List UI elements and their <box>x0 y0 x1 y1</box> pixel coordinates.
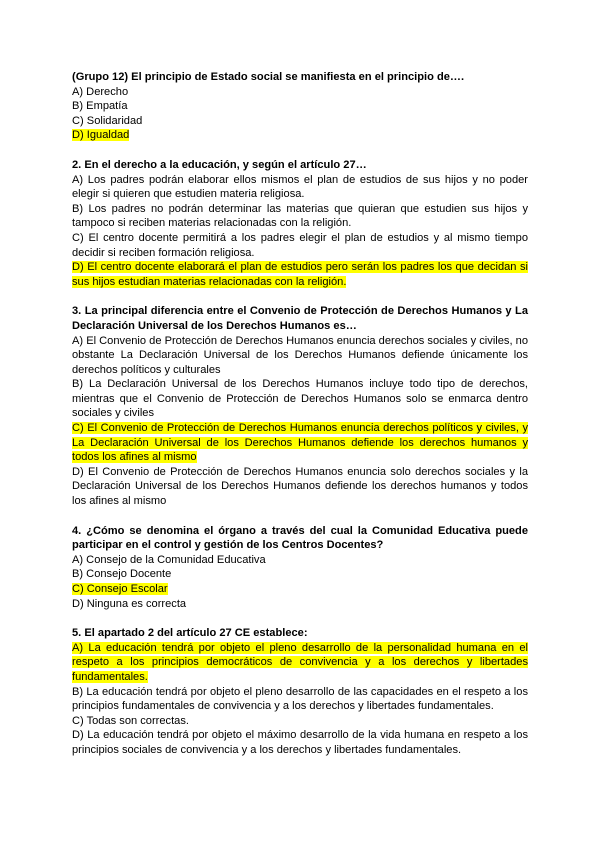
option-text: A) Los padres podrán elaborar ellos mismos el plan de estudios de sus hijos y no poder elegir si quieren que estudien materia religiosa. <box>72 173 528 201</box>
option-text: D) El Convenio de Protección de Derechos Humanos enuncia solo derechos sociales y la Declaración Universal de los Derechos Humanos defiende los derechos humanos y todos los afines al mismo <box>72 465 528 508</box>
highlighted-answer: A) La educación tendrá por objeto el pleno desarrollo de la personalidad humana en el respeto a los principios democráticos de convivencia y a los derechos y libertades fundamentales. <box>72 641 528 683</box>
highlighted-answer: D) El centro docente elaborará el plan de estudios pero serán los padres los que decidan si sus hijos estudian materias relacionadas con la religión. <box>72 261 528 288</box>
option-a-correct <box>72 641 528 685</box>
question-2 <box>72 158 528 289</box>
option-c-correct <box>72 421 528 465</box>
option-d <box>72 597 528 612</box>
option-b <box>72 99 528 114</box>
question-5 <box>72 626 528 757</box>
option-text: B) Consejo Docente <box>72 568 172 581</box>
option-text: B) Los padres no podrán determinar las materias que quieran que estudien sus hijos y tampoco si reciben materias relacionadas con la religión. <box>72 202 528 230</box>
question-title: (Grupo 12) El principio de Estado social se manifiesta en el principio de…. <box>72 71 465 83</box>
option-text: A) Consejo de la Comunidad Educativa <box>72 553 266 566</box>
option-d <box>72 465 528 509</box>
option-b <box>72 685 528 714</box>
option-text: D) La educación tendrá por objeto el máximo desarrollo de la vida humana en respeto a los principios sociales de convivencia y a los derechos y libertades fundamentales. <box>72 729 528 756</box>
option-a <box>72 553 528 568</box>
option-text: B) La Declaración Universal de los Derechos Humanos incluye todo tipo de derechos, mientras que el Convenio de Protección de Derechos Humanos solo se enmarca dentro sociales y civiles <box>72 378 528 420</box>
option-text: C) El centro docente permitirá a los padres elegir el plan de estudios y al mismo tiempo decidir si reciben formación religiosa. <box>72 231 528 259</box>
option-text: C) Solidaridad <box>72 114 143 127</box>
question-title: 5. El apartado 2 del artículo 27 CE establece: <box>72 627 308 640</box>
option-c <box>72 114 528 129</box>
option-d-correct <box>72 260 528 289</box>
option-c <box>72 231 528 260</box>
option-b <box>72 567 528 582</box>
question-title: 2. En el derecho a la educación, y según el artículo 27… <box>72 158 367 171</box>
question-4 <box>72 524 528 612</box>
highlighted-answer: C) Consejo Escolar <box>72 583 168 595</box>
option-text: C) Todas son correctas. <box>72 714 189 727</box>
option-a <box>72 85 528 100</box>
option-text: B) La educación tendrá por objeto el pleno desarrollo de las capacidades en el respeto a los principios fundamentales de convivencia y a los derechos y libertades fundamentales. <box>72 685 528 713</box>
option-d <box>72 728 528 757</box>
option-a <box>72 173 528 202</box>
question-title: 3. La principal diferencia entre el Convenio de Protección de Derechos Humanos y La Declaración Universal de los Derechos Humanos es… <box>72 305 528 332</box>
option-text: A) El Convenio de Protección de Derechos Humanos enuncia derechos sociales y civiles, no obstante La Declaración Universal de los Derechos Humanos defiende únicamente los derechos políticos y culturales <box>72 334 528 376</box>
option-text: A) Derecho <box>72 85 129 98</box>
question-3 <box>72 304 528 508</box>
option-d-correct <box>72 128 528 143</box>
question-title: 4. ¿Cómo se denomina el órgano a través del cual la Comunidad Educativa puede participar en el control y gestión de los Centros Docentes? <box>72 524 528 552</box>
option-b <box>72 202 528 231</box>
option-text: D) Ninguna es correcta <box>72 597 187 610</box>
option-text: B) Empatía <box>72 100 128 113</box>
option-a <box>72 334 528 378</box>
question-1 <box>72 70 528 143</box>
highlighted-answer: D) Igualdad <box>72 129 130 142</box>
highlighted-answer: C) El Convenio de Protección de Derechos Humanos enuncia derechos políticos y civiles, y La Declaración Universal de los Derechos Humanos defiende los derechos humanos y todos los afines al mismo <box>72 422 528 464</box>
option-b <box>72 377 528 421</box>
option-c-correct <box>72 582 528 597</box>
option-c <box>72 714 528 729</box>
document-page <box>72 70 528 773</box>
